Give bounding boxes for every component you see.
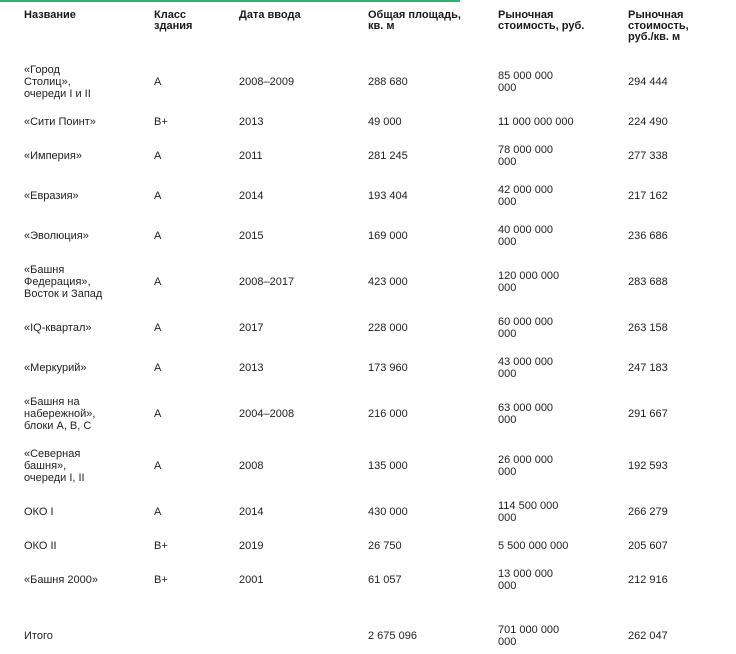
table-row-8-date: 2004–2008 bbox=[239, 408, 295, 420]
table-row-4-class: A bbox=[154, 230, 162, 242]
header-name: Название bbox=[24, 9, 76, 21]
table-row-12-name: «Башня 2000» bbox=[24, 574, 98, 586]
table-row-6-class: A bbox=[154, 322, 162, 334]
table-row-7-per-sqm: 247 183 bbox=[628, 362, 668, 374]
table-row-4-per-sqm: 236 686 bbox=[628, 230, 668, 242]
table-row-9-date: 2008 bbox=[239, 460, 264, 472]
table-row-0-class: A bbox=[154, 76, 162, 88]
table-row-5-area: 423 000 bbox=[368, 276, 408, 288]
table-row-3-area: 193 404 bbox=[368, 190, 408, 202]
total-row-label: Итого bbox=[24, 630, 53, 642]
table-row-0-name: «Город Столиц», очереди I и II bbox=[24, 64, 91, 100]
table-row-1-name: «Сити Поинт» bbox=[24, 116, 96, 128]
table-row-10-per-sqm: 266 279 bbox=[628, 506, 668, 518]
header-date: Дата ввода bbox=[239, 9, 301, 21]
table-row-9-area: 135 000 bbox=[368, 460, 408, 472]
table-row-7-value: 43 000 000 000 bbox=[498, 356, 554, 380]
table-row-5-per-sqm: 283 688 bbox=[628, 276, 668, 288]
table-row-3-value: 42 000 000 000 bbox=[498, 184, 554, 208]
table-row-10-date: 2014 bbox=[239, 506, 264, 518]
table-row-8-value: 63 000 000 000 bbox=[498, 402, 554, 426]
table-row-4-name: «Эволюция» bbox=[24, 230, 89, 242]
table-row-12-class: B+ bbox=[154, 574, 168, 586]
table-row-9-name: «Северная башня», очереди I, II bbox=[24, 448, 85, 484]
header-market-value: Рыночная стоимость, руб. bbox=[498, 9, 585, 32]
table-row-10-name: ОКО I bbox=[24, 506, 54, 518]
table-row-12-area: 61 057 bbox=[368, 574, 402, 586]
table-row-3-name: «Евразия» bbox=[24, 190, 79, 202]
table-row-3-class: A bbox=[154, 190, 162, 202]
table-row-2-name: «Империя» bbox=[24, 150, 82, 162]
table-row-6-area: 228 000 bbox=[368, 322, 408, 334]
table-row-9-per-sqm: 192 593 bbox=[628, 460, 668, 472]
table-row-5-date: 2008–2017 bbox=[239, 276, 295, 288]
header-value-per-sqm: Рыночная стоимость, руб./кв. м bbox=[628, 9, 689, 43]
table-row-2-date: 2011 bbox=[239, 150, 263, 162]
table-row-1-area: 49 000 bbox=[368, 116, 402, 128]
table-row-7-area: 173 960 bbox=[368, 362, 408, 374]
table-row-1-class: B+ bbox=[154, 116, 168, 128]
table-row-5-class: A bbox=[154, 276, 162, 288]
table-row-3-date: 2014 bbox=[239, 190, 264, 202]
table-row-4-area: 169 000 bbox=[368, 230, 408, 242]
total-row-per-sqm: 262 047 bbox=[628, 630, 668, 642]
table-row-11-area: 26 750 bbox=[368, 540, 402, 552]
table-row-12-per-sqm: 212 916 bbox=[628, 574, 668, 586]
table-row-11-name: ОКО II bbox=[24, 540, 57, 552]
table-row-2-per-sqm: 277 338 bbox=[628, 150, 668, 162]
table-row-0-value: 85 000 000 000 bbox=[498, 70, 554, 94]
table-row-9-class: A bbox=[154, 460, 162, 472]
table-row-4-value: 40 000 000 000 bbox=[498, 224, 554, 248]
table-row-3-per-sqm: 217 162 bbox=[628, 190, 668, 202]
table-row-1-value: 11 000 000 000 bbox=[498, 116, 574, 128]
table-row-10-class: A bbox=[154, 506, 162, 518]
header-class: Класс здания bbox=[154, 9, 193, 32]
table-row-6-value: 60 000 000 000 bbox=[498, 316, 554, 340]
header-area: Общая площадь, кв. м bbox=[368, 9, 461, 32]
table-row-7-date: 2013 bbox=[239, 362, 264, 374]
table-row-5-name: «Башня Федерация», Восток и Запад bbox=[24, 264, 103, 300]
table-row-1-per-sqm: 224 490 bbox=[628, 116, 668, 128]
table-row-6-name: «IQ-квартал» bbox=[24, 322, 92, 334]
table-row-6-per-sqm: 263 158 bbox=[628, 322, 668, 334]
table-row-2-class: A bbox=[154, 150, 162, 162]
table-row-11-date: 2019 bbox=[239, 540, 264, 552]
table-row-11-class: B+ bbox=[154, 540, 168, 552]
table-row-10-value: 114 500 000 000 bbox=[498, 500, 559, 524]
table-row-10-area: 430 000 bbox=[368, 506, 408, 518]
table-row-2-area: 281 245 bbox=[368, 150, 408, 162]
table-row-8-per-sqm: 291 667 bbox=[628, 408, 668, 420]
table-row-6-date: 2017 bbox=[239, 322, 264, 334]
table-row-7-name: «Меркурий» bbox=[24, 362, 87, 374]
table-row-4-date: 2015 bbox=[239, 230, 264, 242]
top-accent-line bbox=[0, 0, 460, 2]
table-row-5-value: 120 000 000 000 bbox=[498, 270, 560, 294]
table-row-0-date: 2008–2009 bbox=[239, 76, 295, 88]
table-row-9-value: 26 000 000 000 bbox=[498, 454, 554, 478]
table-row-8-name: «Башня на набережной», блоки A, B, C bbox=[24, 396, 96, 432]
table-row-0-per-sqm: 294 444 bbox=[628, 76, 668, 88]
total-row-area: 2 675 096 bbox=[368, 630, 417, 642]
table-row-1-date: 2013 bbox=[239, 116, 264, 128]
table-row-8-area: 216 000 bbox=[368, 408, 408, 420]
table-row-11-per-sqm: 205 607 bbox=[628, 540, 668, 552]
table-row-12-value: 13 000 000 000 bbox=[498, 568, 554, 592]
table-row-12-date: 2001 bbox=[239, 574, 264, 586]
table-row-0-area: 288 680 bbox=[368, 76, 408, 88]
table-row-11-value: 5 500 000 000 bbox=[498, 540, 569, 552]
total-row-value: 701 000 000 000 bbox=[498, 624, 560, 648]
table-row-8-class: A bbox=[154, 408, 162, 420]
table-row-7-class: A bbox=[154, 362, 162, 374]
table-row-2-value: 78 000 000 000 bbox=[498, 144, 554, 168]
